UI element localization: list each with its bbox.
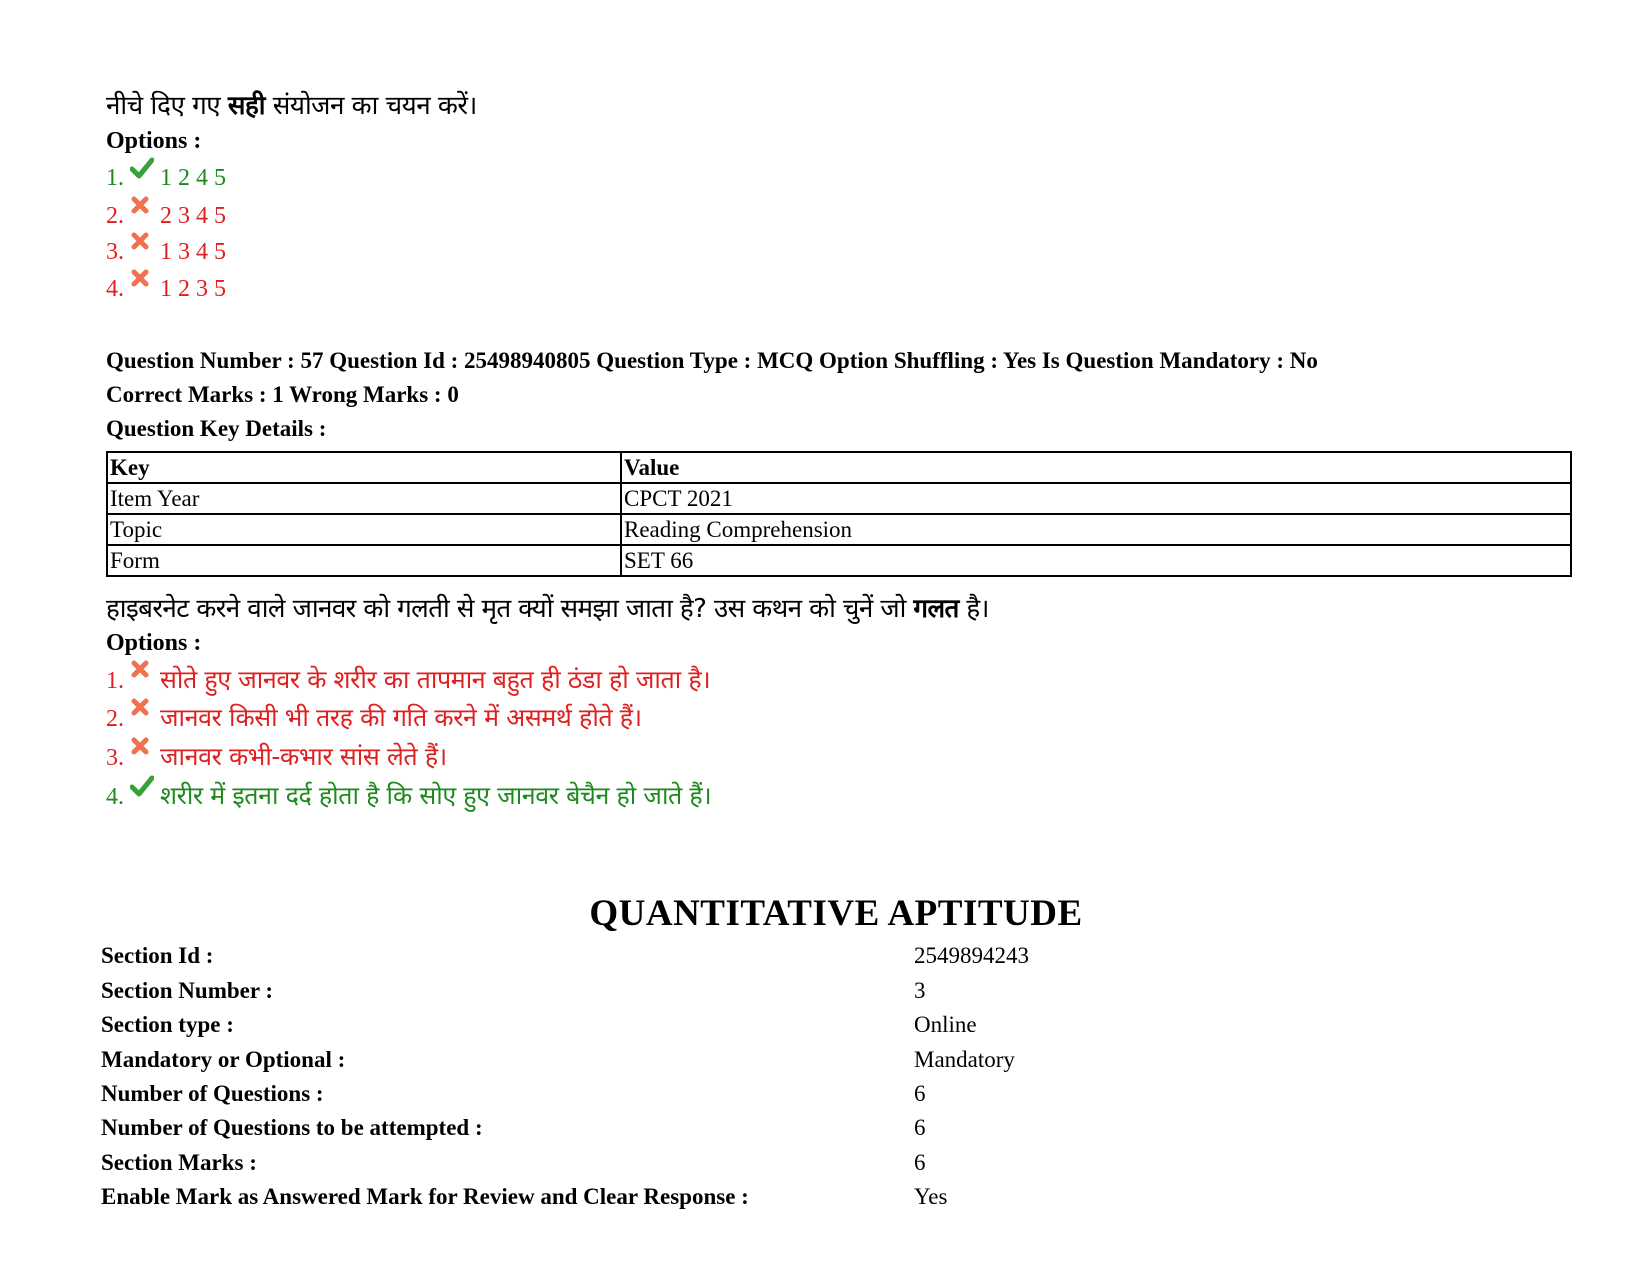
section-field-value: 2549894243 <box>914 943 1029 968</box>
section-field-label: Section Id : <box>101 943 214 968</box>
table-cell-key: Topic <box>107 514 621 545</box>
section-field-value: Mandatory <box>914 1047 1015 1072</box>
cross-icon <box>130 697 160 717</box>
options-label: Options : <box>106 630 202 656</box>
section-field-value: 6 <box>914 1081 926 1106</box>
prev-option-3 <box>106 237 226 267</box>
option-text: सोते हुए जानवर के शरीर का तापमान बहुत ही ठंडा हो जाता है। <box>160 665 711 694</box>
option-number: 3. <box>106 745 124 771</box>
section-field-label: Mandatory or Optional : <box>101 1047 346 1072</box>
section-field-label: Number of Questions : <box>101 1081 324 1106</box>
option-number: 2. <box>106 203 124 229</box>
prev-option-1 <box>106 163 226 193</box>
question-text-part: हाइबरनेट करने वाले जानवर को गलती से मृत क्यों समझा जाता है? उस कथन को चुनें जो <box>106 594 914 624</box>
option-text: 1 2 3 5 <box>160 276 226 302</box>
question-emphasis: गलत <box>913 594 959 624</box>
question-text <box>106 589 989 625</box>
option-3 <box>106 742 447 773</box>
prev-question-text-part: संयोजन का चयन करें। <box>265 91 477 121</box>
option-number: 1. <box>106 165 124 191</box>
question-text-part: है। <box>958 594 989 624</box>
prev-question-emphasis: सही <box>227 91 266 121</box>
table-cell-key: Form <box>107 545 621 576</box>
section-field-label: Section Marks : <box>101 1150 257 1175</box>
table-cell-value: CPCT 2021 <box>621 483 1571 514</box>
table-cell-value: SET 66 <box>621 545 1571 576</box>
section-title: QUANTITATIVE APTITUDE <box>589 893 1083 934</box>
section-field-label: Section Number : <box>101 978 274 1003</box>
section-field-value: Yes <box>914 1184 948 1209</box>
section-field-label: Section type : <box>101 1012 234 1037</box>
option-number: 1. <box>106 668 124 694</box>
question-meta-line: Question Number : 57 Question Id : 25498940805 Question Type : MCQ Option Shuffling : Yes Is Question Mandatory : No <box>106 348 1318 373</box>
table-row <box>107 514 1571 545</box>
option-text: 1 3 4 5 <box>160 239 226 265</box>
option-number: 2. <box>106 706 124 732</box>
section-field-value: 3 <box>914 978 926 1003</box>
option-1 <box>106 665 710 696</box>
table-header-value: Value <box>621 452 1571 483</box>
option-text: 1 2 4 5 <box>160 165 226 191</box>
cross-icon <box>130 268 160 288</box>
prev-option-4 <box>106 274 226 304</box>
prev-option-2 <box>106 201 226 231</box>
table-row <box>107 545 1571 576</box>
cross-icon <box>130 231 160 251</box>
cross-icon <box>130 736 160 756</box>
option-number: 4. <box>106 784 124 810</box>
option-text: जानवर कभी-कभार सांस लेते हैं। <box>160 742 447 771</box>
option-text: जानवर किसी भी तरह की गति करने में असमर्थ होते हैं। <box>160 703 642 732</box>
check-icon <box>130 157 160 179</box>
question-key-details-label: Question Key Details : <box>106 416 327 441</box>
table-cell-key: Item Year <box>107 483 621 514</box>
check-icon <box>130 775 160 797</box>
prev-options-label: Options : <box>106 128 202 154</box>
table-row <box>107 483 1571 514</box>
prev-question-text-part: नीचे दिए गए <box>106 91 228 121</box>
section-field-label: Number of Questions to be attempted : <box>101 1115 483 1140</box>
option-2 <box>106 703 642 734</box>
option-number: 3. <box>106 239 124 265</box>
cross-icon <box>130 195 160 215</box>
table-header-row <box>107 452 1571 483</box>
table-header-key: Key <box>107 452 621 483</box>
option-text: शरीर में इतना दर्द होता है कि सोए हुए जानवर बेचैन हो जाते हैं। <box>160 781 712 810</box>
section-field-value: 6 <box>914 1150 926 1175</box>
question-key-table <box>106 451 1572 577</box>
section-field-value: 6 <box>914 1115 926 1140</box>
question-marks-line: Correct Marks : 1 Wrong Marks : 0 <box>106 382 459 407</box>
table-cell-value: Reading Comprehension <box>621 514 1571 545</box>
option-4 <box>106 781 711 812</box>
section-field-value: Online <box>914 1012 977 1037</box>
cross-icon <box>130 659 160 679</box>
prev-question-text <box>106 86 477 122</box>
option-number: 4. <box>106 276 124 302</box>
section-field-label: Enable Mark as Answered Mark for Review and Clear Response : <box>101 1184 749 1209</box>
option-text: 2 3 4 5 <box>160 203 226 229</box>
